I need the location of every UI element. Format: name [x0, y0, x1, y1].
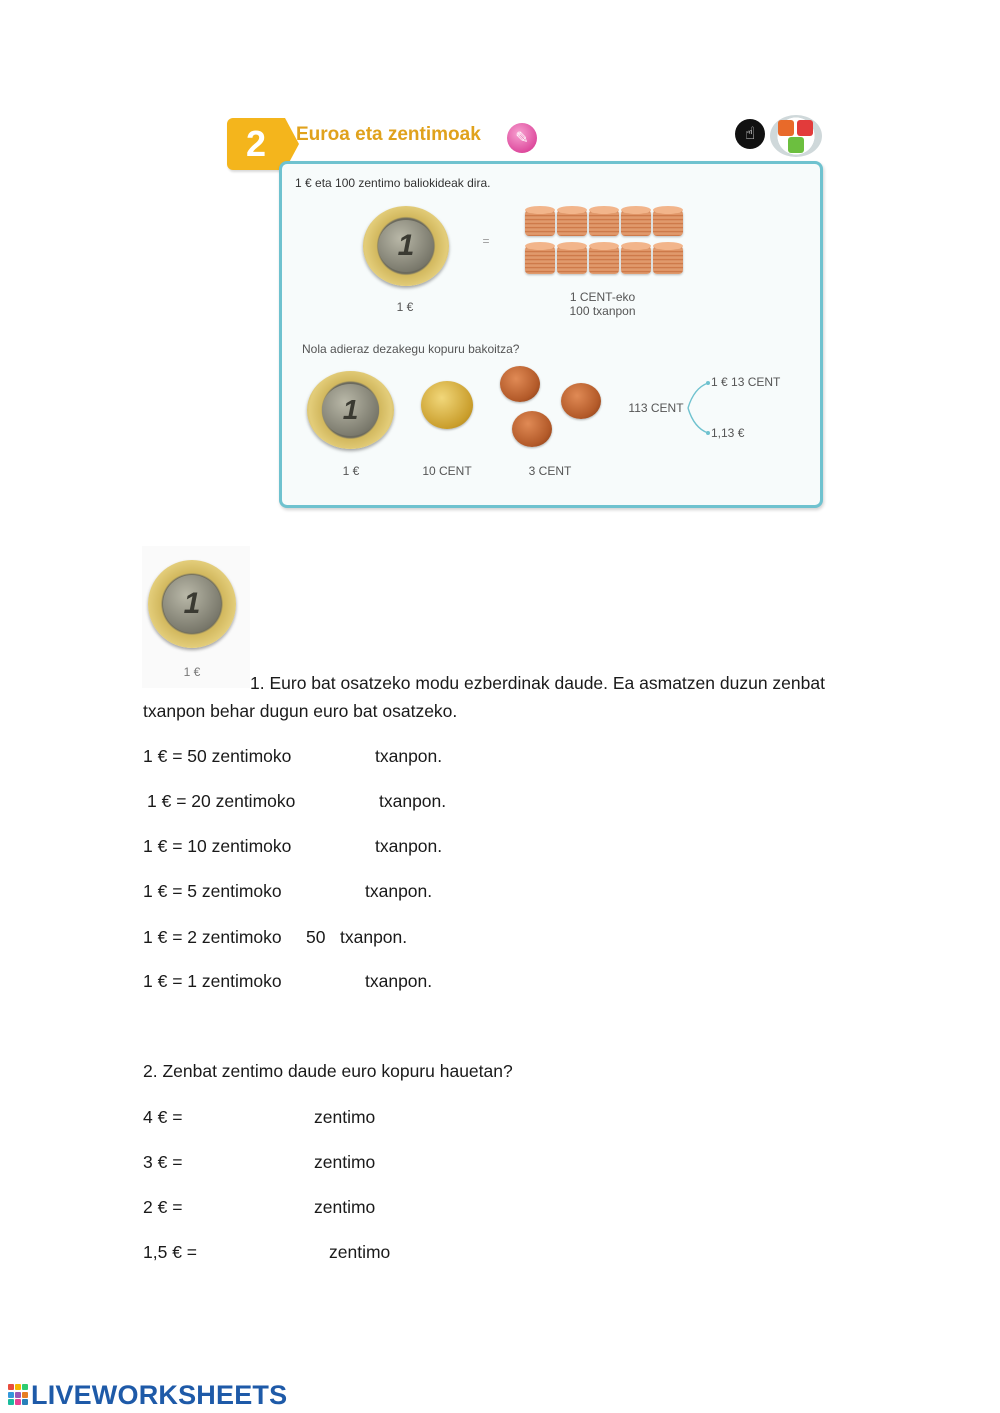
cent-stack — [653, 210, 683, 236]
exercise1-row-right: txanpon. — [375, 746, 443, 766]
cent-stack — [621, 246, 651, 274]
euro-coin-face: 1 — [322, 384, 379, 435]
lesson-title: Euroa eta zentimoak — [296, 124, 481, 145]
exercise2-row-left: 1,5 € = — [143, 1242, 198, 1262]
exercise1-row-left: 1 € = 2 zentimoko — [143, 927, 282, 947]
box-intro: 1 € eta 100 zentimo baliokideak dira. — [295, 176, 491, 190]
exercise1-row-right: txanpon. — [340, 927, 408, 947]
total-cents: 113 CENT — [628, 401, 684, 415]
ten-cent-coin — [421, 381, 473, 429]
coin-caption-euro: 1 € — [342, 464, 360, 478]
exercise2-row-right: zentimo — [314, 1197, 376, 1217]
box-question: Nola adieraz dezakegu kopuru bakoitza? — [302, 342, 520, 356]
exercise1-row-left: 1 € = 10 zentimoko — [143, 836, 292, 856]
exercise1-row-right: txanpon. — [379, 791, 447, 811]
exercise1-row-right: txanpon. — [365, 881, 433, 901]
exercise1-row-left: 1 € = 50 zentimoko — [143, 746, 292, 766]
cent-stack — [557, 246, 587, 274]
exercise1-row-left: 1 € = 1 zentimoko — [143, 971, 282, 991]
equals-sign: = — [482, 234, 490, 248]
one-cent-coin — [500, 366, 540, 402]
euro-coin-small — [307, 371, 394, 449]
exercise1-row-right: txanpon. — [365, 971, 433, 991]
euro-coin-caption: 1 € — [396, 300, 414, 314]
exercise2-answer-input[interactable] — [205, 1240, 323, 1264]
cent-stack — [589, 246, 619, 274]
lesson-number: 2 — [245, 123, 267, 164]
cent-stack — [589, 210, 619, 236]
exercise1-row-right: txanpon. — [375, 836, 443, 856]
branch-arrows — [682, 378, 712, 438]
stack-caption-1: 1 CENT-eko — [569, 290, 636, 304]
hand-pointer-icon: ☝ — [735, 119, 765, 149]
one-cent-coin — [512, 411, 552, 447]
euro-coin-photo-caption: 1 € — [183, 665, 201, 679]
lesson-number-badge — [227, 118, 285, 170]
exercise1-answer-input[interactable]: 50 — [306, 927, 326, 947]
wrench-icon: ✎ — [507, 123, 537, 153]
euro-coin-photo-coin — [148, 560, 236, 648]
coin-caption-10-cent: 10 CENT — [422, 464, 472, 478]
branch-bottom-label: 1,13 € — [711, 426, 745, 440]
euro-coin-face: 1 — [163, 575, 221, 633]
euro-coin-face: 1 — [378, 220, 435, 273]
exercise1-instruction-line1: 1. Euro bat osatzeko modu ezberdinak daude. Ea asmatzen duzun zenbat — [250, 673, 825, 693]
liveworksheets-logo-icon — [8, 1384, 30, 1406]
exercise1-instruction-line2: txanpon behar dugun euro bat osatzeko. — [143, 701, 458, 721]
exercise2-row-left: 4 € = — [143, 1107, 183, 1127]
exercise2-answer-input[interactable] — [190, 1105, 308, 1129]
liveworksheets-logo[interactable]: LIVEWORKSHEETS — [31, 1380, 288, 1410]
cent-stack — [557, 210, 587, 236]
cent-stack — [525, 210, 555, 236]
coin-caption-3-cent: 3 CENT — [528, 464, 572, 478]
exercise2-answer-input[interactable] — [190, 1150, 308, 1174]
cent-stack — [653, 246, 683, 274]
cent-stack — [525, 246, 555, 274]
exercise2-answer-input[interactable] — [190, 1195, 308, 1219]
stack-caption-2: 100 txanpon — [569, 304, 636, 318]
cent-stack — [621, 210, 651, 236]
branch-top-label: 1 € 13 CENT — [711, 375, 781, 389]
one-cent-coin — [561, 383, 601, 419]
exercise2-row-right: zentimo — [314, 1107, 376, 1127]
exercise1-row-left: 1 € = 5 zentimoko — [143, 881, 282, 901]
exercise2-row-right: zentimo — [329, 1242, 391, 1262]
exercise1-row-left: 1 € = 20 zentimoko — [147, 791, 296, 811]
euro-coin-large — [363, 206, 449, 286]
exercise2-row-left: 3 € = — [143, 1152, 183, 1172]
dice-icon — [770, 115, 822, 157]
exercise2-instruction: 2. Zenbat zentimo daude euro kopuru hauetan? — [143, 1061, 513, 1081]
exercise2-row-left: 2 € = — [143, 1197, 183, 1217]
exercise2-row-right: zentimo — [314, 1152, 376, 1172]
